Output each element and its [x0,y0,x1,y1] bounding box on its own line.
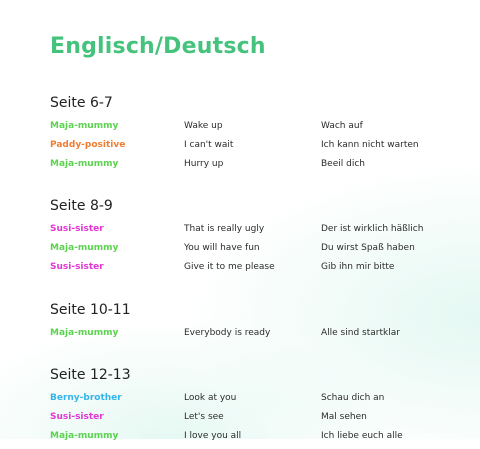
english-phrase: Give it to me please [184,262,275,272]
english-phrase: Hurry up [184,159,224,169]
german-phrase: Der ist wirklich häßlich [321,224,424,234]
phrase-row [50,139,450,158]
german-phrase: Ich kann nicht warten [321,140,419,150]
section-seite-6-7 [50,95,450,177]
german-phrase: Beeil dich [321,159,365,169]
phrase-row [50,430,450,449]
german-phrase: Schau dich an [321,393,385,403]
section-heading: Seite 8-9 [50,198,113,214]
speaker-name: Maja-mummy [50,159,119,169]
phrase-row [50,242,450,261]
german-phrase: Ich liebe euch alle [321,431,403,441]
page-title: Englisch/Deutsch [50,34,266,59]
speaker-name: Maja-mummy [50,328,119,338]
english-phrase: I love you all [184,431,242,441]
english-phrase: I can't wait [184,140,234,150]
section-heading: Seite 6-7 [50,95,113,111]
german-phrase: Mal sehen [321,412,367,422]
section-seite-8-9 [50,198,450,280]
english-phrase: Wake up [184,121,223,131]
phrase-row [50,411,450,430]
section-seite-10-11 [50,302,450,346]
speaker-name: Paddy-positive [50,140,126,150]
english-phrase: Everybody is ready [184,328,271,338]
phrase-row [50,158,450,177]
speaker-name: Berny-brother [50,393,122,403]
german-phrase: Wach auf [321,121,363,131]
english-phrase: Look at you [184,393,237,403]
english-phrase: Let's see [184,412,224,422]
english-phrase: You will have fun [184,243,260,253]
speaker-name: Maja-mummy [50,121,119,131]
german-phrase: Alle sind startklar [321,328,400,338]
section-heading: Seite 12-13 [50,367,131,383]
english-phrase: That is really ugly [184,224,265,234]
phrase-row [50,392,450,411]
phrase-row [50,120,450,139]
phrase-row [50,261,450,280]
phrase-row [50,327,450,346]
speaker-name: Susi-sister [50,224,104,234]
german-phrase: Gib ihn mir bitte [321,262,395,272]
speaker-name: Susi-sister [50,262,104,272]
speaker-name: Maja-mummy [50,243,119,253]
speaker-name: Susi-sister [50,412,104,422]
german-phrase: Du wirst Spaß haben [321,243,415,253]
phrase-row [50,223,450,242]
section-seite-12-13 [50,367,450,449]
section-heading: Seite 10-11 [50,302,131,318]
speaker-name: Maja-mummy [50,431,119,441]
